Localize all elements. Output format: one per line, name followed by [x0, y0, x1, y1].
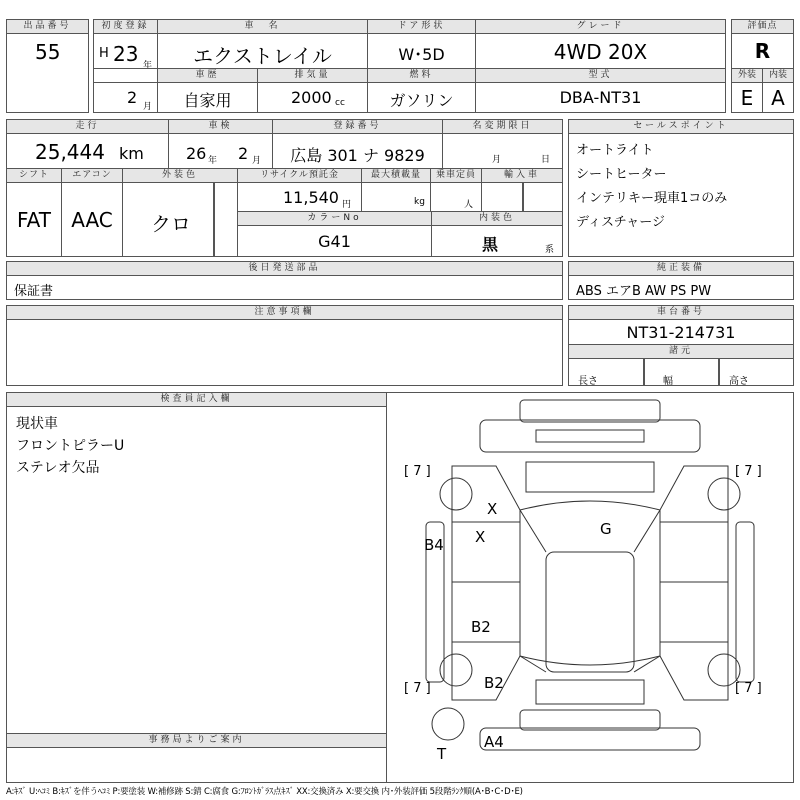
damage-mark: B4: [424, 536, 444, 554]
color-no: G41: [318, 232, 351, 251]
specs-divider: [643, 358, 645, 386]
specs-cell: [568, 358, 794, 386]
nc-day-unit: 日: [541, 155, 551, 165]
capacity-unit: 人: [464, 200, 474, 210]
fuel-label: 燃料: [367, 68, 476, 83]
parts-value: 保証書: [14, 284, 54, 299]
tire-tread-front-left: [ 7 ]: [404, 464, 431, 479]
sales-point-label: セールスポイント: [568, 119, 794, 134]
inspector-line: 現状車: [16, 416, 58, 432]
grade: 4WD 20X: [553, 40, 648, 64]
era: H: [99, 46, 109, 61]
damage-mark: G: [600, 520, 612, 538]
first-reg-month: 2: [127, 88, 138, 107]
inspection-month-unit: 月: [252, 156, 262, 166]
model-code: DBA-NT31: [559, 88, 642, 107]
int-color: 黒: [482, 235, 499, 254]
year-unit: 年: [143, 61, 153, 71]
displacement-unit: cc: [335, 98, 345, 108]
car-damage-diagram: [386, 392, 794, 783]
mileage: 25,444: [35, 140, 105, 164]
sales-point-item: ディスチャージ: [576, 215, 666, 230]
shift: FAT: [16, 208, 51, 232]
color-no-label: カラーNo: [237, 211, 432, 226]
inspection-year-unit: 年: [208, 156, 218, 166]
displacement-label: 排気量: [257, 68, 368, 83]
tire-tread-front-right: [ 7 ]: [735, 464, 762, 479]
displacement: 2000: [291, 88, 332, 107]
grade-label: グレード: [475, 19, 726, 34]
first-reg-year: 23: [113, 42, 139, 66]
int-color-label: 内装色: [431, 211, 563, 226]
office-label: 事務局よりご案内: [6, 733, 387, 748]
import-label: 輸入車: [481, 168, 563, 183]
max-load-label: 最大積載量: [361, 168, 431, 183]
specs-label: 諸元: [568, 344, 794, 359]
score: R: [754, 39, 771, 63]
inspection-label: 車検: [168, 119, 273, 134]
door-label: ドア形状: [367, 19, 476, 34]
damage-mark: A4: [484, 733, 504, 751]
sales-point-item: シートヒーター: [576, 167, 667, 182]
ac: AAC: [71, 208, 113, 232]
legend: A:ｷｽﾞ U:ﾍｺﾐ B:ｷｽﾞを伴うﾍｺﾐ P:要塗装 W:補修跡 S:錆 C:腐食 G:ﾌﾛﾝﾄｶﾞﾗｽ点ｷｽﾞ XX:交換済み X:要交換 内･外装評価 5段階ﾗﾝｸ順(A･B･C･D･E): [6, 787, 523, 797]
name-change-label: 名変期限日: [442, 119, 563, 134]
inspector-line: フロントピラーU: [16, 438, 125, 454]
notes-label: 注意事項欄: [6, 305, 563, 320]
ext-color-divider: [213, 182, 215, 257]
spec-width: 幅: [663, 376, 673, 387]
interior-label: 内装: [762, 68, 794, 83]
blank-hdr: [93, 68, 158, 83]
notes-box: [6, 319, 563, 386]
damage-mark: X: [475, 528, 486, 546]
genuine-value: ABS エアB AW PS PW: [576, 284, 712, 299]
ext-color: クロ: [151, 212, 191, 236]
inspector-label: 検査員記入欄: [6, 392, 387, 407]
lot-no-label: 出品番号: [6, 19, 89, 34]
recycle-fee: 11,540: [283, 188, 339, 207]
damage-mark: X: [487, 500, 498, 518]
reg-no-label: 登録番号: [272, 119, 443, 134]
mileage-label: 走行: [6, 119, 169, 134]
door-type: W･5D: [398, 45, 445, 64]
specs-divider: [718, 358, 720, 386]
car-name: エクストレイル: [193, 44, 332, 68]
office-box: [6, 747, 387, 783]
shift-label: シフト: [6, 168, 62, 183]
nc-month-unit: 月: [492, 155, 502, 165]
recycle-label: リサイクル預託金: [237, 168, 362, 183]
chassis-label: 車台番号: [568, 305, 794, 320]
recycle-unit: 円: [342, 200, 352, 210]
reg-no: 広島 301 ナ 9829: [290, 146, 425, 165]
fuel: ガソリン: [389, 91, 454, 110]
interior-score: A: [771, 86, 785, 110]
inspection-year: 26: [186, 144, 207, 163]
lot-no: 55: [35, 40, 61, 64]
first-reg-label: 初度登録: [93, 19, 158, 34]
max-load-unit: kg: [414, 197, 425, 207]
capacity-cell: [430, 182, 482, 212]
inspector-line: ステレオ欠品: [16, 460, 100, 476]
damage-mark: B2: [471, 618, 491, 636]
month-unit: 月: [143, 102, 153, 112]
car-name-label: 車 名: [157, 19, 368, 34]
import-divider: [522, 182, 524, 212]
tire-tread-rear-left: [ 7 ]: [404, 681, 431, 696]
inspection-month: 2: [238, 144, 249, 163]
spec-height: 高さ: [729, 376, 749, 387]
capacity-label: 乗車定員: [430, 168, 482, 183]
history-label: 車歴: [157, 68, 258, 83]
mileage-unit: km: [119, 144, 144, 163]
damage-mark: B2: [484, 674, 504, 692]
parts-cell: [6, 275, 563, 300]
sales-point-item: オートライト: [576, 143, 654, 158]
model-label: 型式: [475, 68, 726, 83]
parts-label: 後日発送部品: [6, 261, 563, 276]
spec-length: 長さ: [578, 376, 598, 387]
exterior-label: 外装: [731, 68, 763, 83]
inspector-box: [6, 406, 387, 734]
score-label: 評価点: [731, 19, 794, 34]
tire-tread-rear-right: [ 7 ]: [735, 681, 762, 696]
genuine-label: 純正装備: [568, 261, 794, 276]
ac-label: エアコン: [61, 168, 123, 183]
int-color-unit: 系: [545, 245, 555, 255]
exterior-score: E: [740, 86, 754, 110]
history: 自家用: [183, 91, 232, 110]
spare-tire-mark: T: [437, 745, 447, 763]
chassis-number: NT31-214731: [626, 323, 736, 342]
sales-point-item: インテリキー現車1コのみ: [576, 191, 728, 206]
ext-color-label: 外装色: [122, 168, 238, 183]
